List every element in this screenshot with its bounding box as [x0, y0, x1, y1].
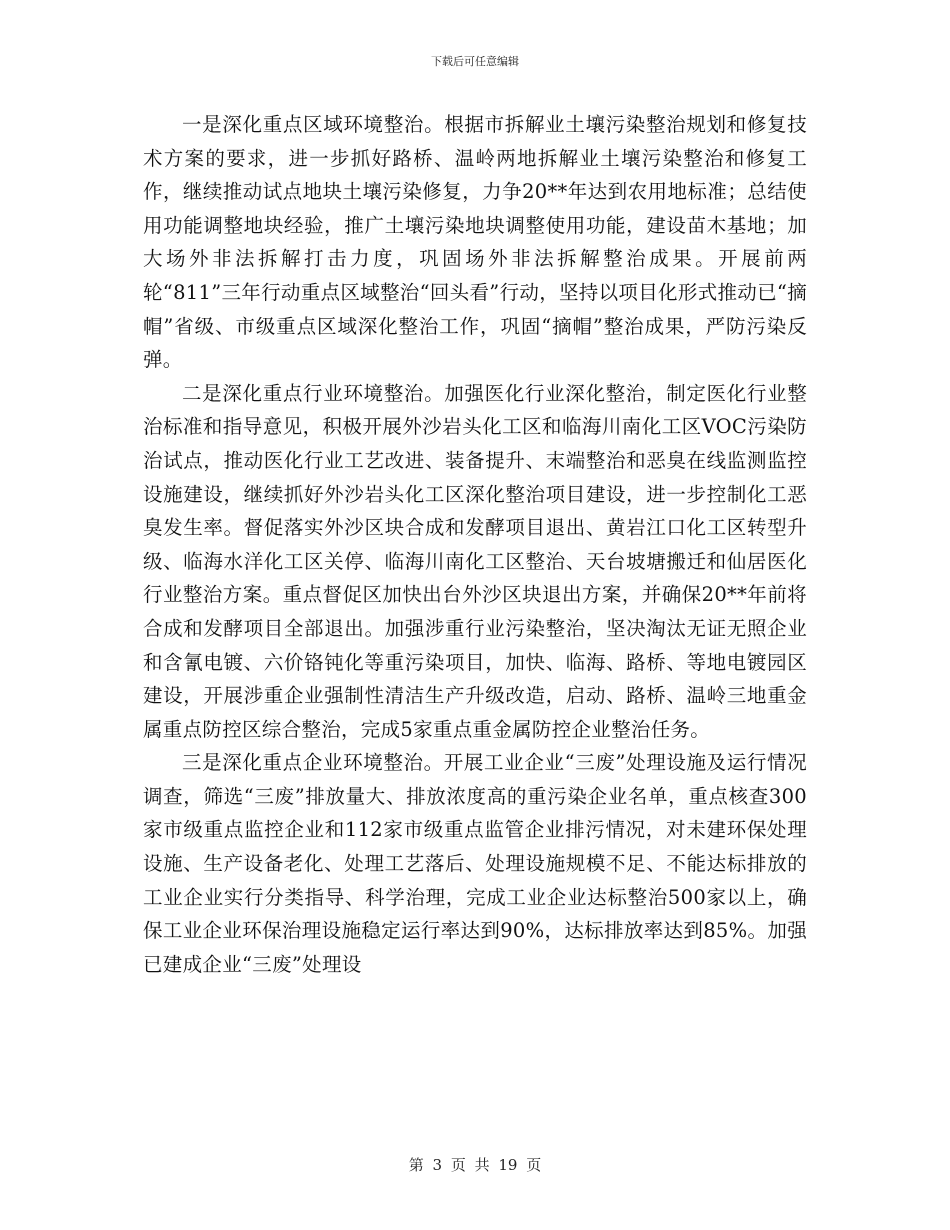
paragraph-1: 一是深化重点区域环境整治。根据市拆解业土壤污染整治规划和修复技术方案的要求，进一步抓好路桥、温岭两地拆解业土壤污染整治和修复工作，继续推动试点地块土壤污染修复，力争20**年达到农用地标准；总结使用功能调整地块经验，推广土壤污染地块调整使用功能，建设苗木基地；加大场外非法拆解打击力度，巩固场外非法拆解整治成果。开展前两轮“811”三年行动重点区域整治“回头看”行动，坚持以项目化形式推动已“摘帽”省级、市级重点区域深化整治工作，巩固“摘帽”整治成果，严防污染反弹。	[143, 113, 807, 372]
paragraph-3: 三是深化重点企业环境整治。开展工业企业“三废”处理设施及运行情况调查，筛选“三废”排放量大、排放浓度高的重污染企业名单，重点核查300家市级重点监控企业和112家市级重点监管企业排污情况，对未建环保处理设施、生产设备老化、处理工艺落后、处理设施规模不足、不能达标排放的工业企业实行分类指导、科学治理，完成工业企业达标整治500家以上，确保工业企业环保治理设施稳定运行率达到90%，达标排放率达到85%。加强已建成企业“三废”处理设	[143, 751, 807, 976]
paragraph-2: 二是深化重点行业环境整治。加强医化行业深化整治，制定医化行业整治标准和指导意见，积极开展外沙岩头化工区和临海川南化工区VOC污染防治试点，推动医化行业工艺改进、装备提升、末端整治和恶臭在线监测监控设施建设，继续抓好外沙岩头化工区深化整治项目建设，进一步控制化工恶臭发生率。督促落实外沙区块合成和发酵项目退出、黄岩江口化工区转型升级、临海水洋化工区关停、临海川南化工区整治、天台坡塘搬迁和仙居医化行业整治方案。重点督促区加快出台外沙区块退出方案，并确保20**年前将合成和发酵项目全部退出。加强涉重行业污染整治，坚决淘汰无证无照企业和含氰电镀、六价铬钝化等重污染项目，加快、临海、路桥、等地电镀园区建设，开展涉重企业强制性清洁生产升级改造，启动、路桥、温岭三地重金属重点防控区综合整治，完成5家重点重金属防控企业整治任务。	[143, 381, 807, 741]
document-body	[143, 108, 807, 981]
page-header: 下载后可任意编辑	[431, 55, 519, 68]
page-number: 第 3 页 共 19 页	[408, 1156, 542, 1174]
